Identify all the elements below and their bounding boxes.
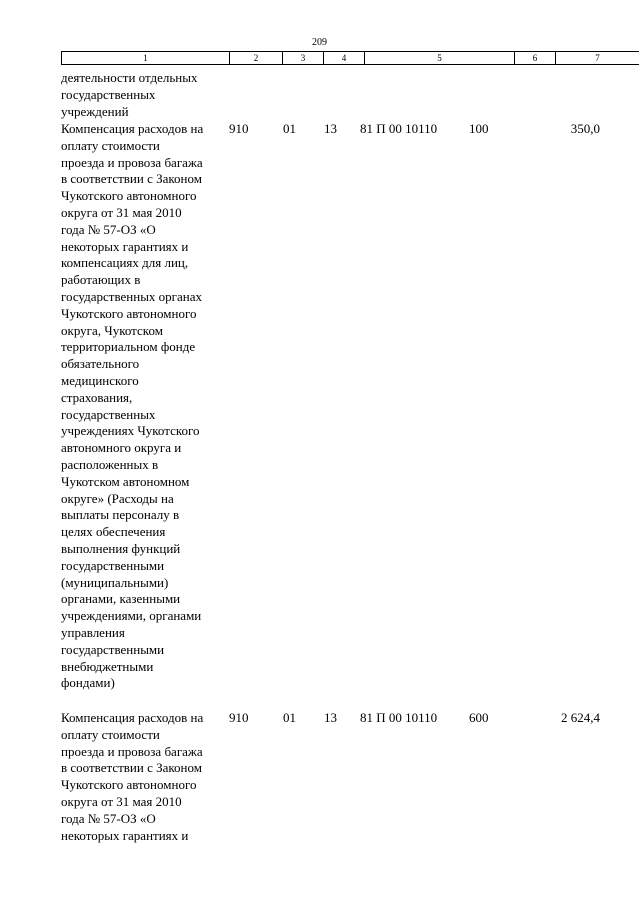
description-line: работающих в bbox=[61, 272, 141, 288]
description-line: некоторых гарантиях и bbox=[61, 238, 189, 254]
description-line: в соответствии с Законом bbox=[61, 171, 202, 187]
description-line: учреждениях Чукотского bbox=[61, 423, 200, 439]
header-col-6: 6 bbox=[515, 52, 556, 65]
amount: 2 624,4 bbox=[561, 710, 600, 725]
description-line: выполнения функций bbox=[61, 541, 181, 556]
header-col-1: 1 bbox=[62, 52, 230, 65]
continuation-line: государственных bbox=[61, 86, 156, 102]
description-line: оплату стоимости bbox=[61, 726, 160, 742]
header-col-5: 5 bbox=[365, 52, 515, 65]
description-line: округа от 31 мая 2010 bbox=[61, 794, 182, 809]
description-line: округа, Чукотском bbox=[61, 322, 163, 338]
description-line: Компенсация расходов на bbox=[61, 121, 204, 136]
description-line: страхования, bbox=[61, 389, 133, 405]
expense-type-code: 100 bbox=[469, 121, 489, 136]
description-line: Чукотском автономном bbox=[61, 473, 190, 489]
expense-type-code: 600 bbox=[469, 710, 489, 725]
continuation-line: деятельности отдельных bbox=[61, 70, 198, 85]
header-col-7: 7 bbox=[556, 52, 639, 65]
description-line: Чукотского автономного bbox=[61, 777, 197, 793]
description-line: расположенных в bbox=[61, 457, 159, 472]
description-line: проезда и провоза багажа bbox=[61, 154, 203, 170]
amount: 350,0 bbox=[570, 121, 600, 136]
description-line: органами, казенными bbox=[61, 591, 181, 607]
description-line: целях обеспечения bbox=[61, 524, 166, 540]
description-line: округа от 31 мая 2010 bbox=[61, 205, 182, 220]
description-line: учреждениями, органами bbox=[61, 608, 202, 624]
description-line: оплату стоимости bbox=[61, 137, 160, 153]
subsection-code: 13 bbox=[324, 121, 337, 136]
description-line: года № 57-ОЗ «О bbox=[61, 810, 156, 826]
target-article-code: 81 П 00 10110 bbox=[360, 121, 438, 136]
description-line: некоторых гарантиях и bbox=[61, 827, 189, 843]
description-line: (муниципальными) bbox=[61, 574, 169, 590]
description-line: медицинского bbox=[61, 373, 139, 388]
section-code: 01 bbox=[283, 121, 296, 136]
header-col-2: 2 bbox=[230, 52, 283, 65]
description-line: года № 57-ОЗ «О bbox=[61, 221, 156, 237]
column-number-header bbox=[61, 51, 639, 65]
grbs-code: 910 bbox=[229, 121, 249, 136]
description-line: государственных bbox=[61, 406, 156, 422]
description-line: государственных органах bbox=[61, 289, 203, 304]
description-line: государственными bbox=[61, 557, 165, 573]
page-number: 209 bbox=[312, 37, 327, 48]
description-line: обязательного bbox=[61, 356, 140, 372]
description-line: в соответствии с Законом bbox=[61, 760, 202, 776]
description-line: территориальном фонде bbox=[61, 339, 196, 355]
description-line: автономного округа и bbox=[61, 440, 182, 456]
description-line: государственными bbox=[61, 641, 165, 657]
description-line: фондами) bbox=[61, 675, 115, 691]
description-line: внебюджетными bbox=[61, 658, 154, 674]
description-line: проезда и провоза багажа bbox=[61, 743, 203, 759]
description-line: выплаты персоналу в bbox=[61, 507, 180, 523]
target-article-code: 81 П 00 10110 bbox=[360, 710, 438, 725]
description-line: округе» (Расходы на bbox=[61, 490, 174, 506]
continuation-line: учреждений bbox=[61, 103, 129, 119]
header-col-3: 3 bbox=[283, 52, 324, 65]
description-line: Чукотского автономного bbox=[61, 305, 197, 321]
description-line: компенсациях для лиц, bbox=[61, 255, 189, 271]
header-col-4: 4 bbox=[324, 52, 365, 65]
description-line: управления bbox=[61, 625, 125, 640]
grbs-code: 910 bbox=[229, 710, 249, 725]
description-line: Чукотского автономного bbox=[61, 188, 197, 204]
section-code: 01 bbox=[283, 710, 296, 725]
subsection-code: 13 bbox=[324, 710, 337, 725]
description-line: Компенсация расходов на bbox=[61, 710, 204, 725]
